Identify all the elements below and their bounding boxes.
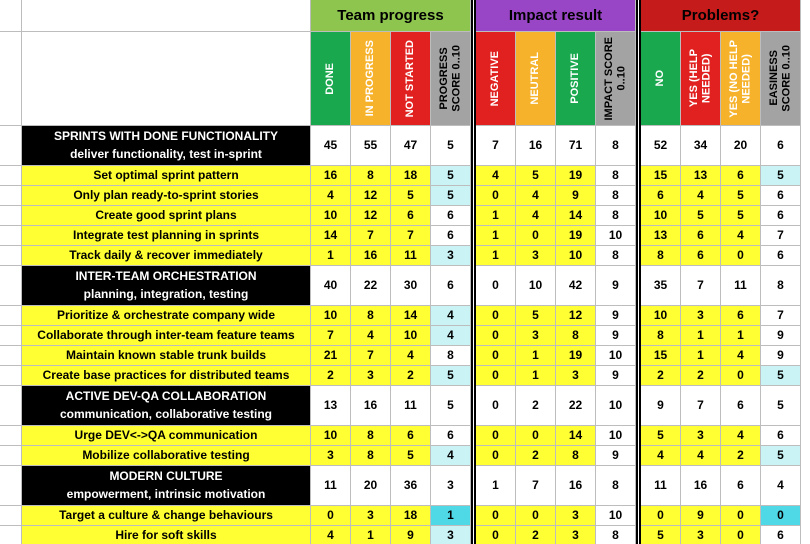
value-cell[interactable]: 3: [351, 366, 391, 386]
value-cell[interactable]: 5: [721, 186, 761, 206]
value-cell[interactable]: 3: [681, 426, 721, 446]
column-header-label: NEGATIVE: [489, 50, 502, 107]
value-cell[interactable]: 0: [476, 446, 516, 466]
value-cell[interactable]: 16: [556, 466, 596, 506]
value-cell[interactable]: 4: [721, 426, 761, 446]
label-header-blank[interactable]: [22, 0, 311, 32]
column-header-label: POSITIVE: [569, 53, 582, 104]
value-cell[interactable]: 9: [596, 366, 636, 386]
value-cell[interactable]: 9: [596, 266, 636, 306]
task-label[interactable]: Hire for soft skills: [22, 526, 311, 544]
value-cell[interactable]: 3: [556, 366, 596, 386]
value-cell[interactable]: 3: [681, 306, 721, 326]
value-cell[interactable]: 6: [431, 226, 471, 246]
value-cell[interactable]: 0: [476, 366, 516, 386]
value-cell[interactable]: 10: [556, 246, 596, 266]
value-cell[interactable]: 8: [596, 126, 636, 166]
section-title: SPRINTS WITH DONE FUNCTIONALITY: [54, 128, 278, 143]
value-cell[interactable]: 21: [311, 346, 351, 366]
value-cell[interactable]: 4: [681, 186, 721, 206]
value-cell[interactable]: 1: [476, 466, 516, 506]
value-cell[interactable]: 6: [761, 186, 801, 206]
value-cell[interactable]: 4: [311, 526, 351, 544]
value-cell[interactable]: 6: [681, 246, 721, 266]
value-cell[interactable]: 14: [556, 426, 596, 446]
value-cell[interactable]: 8: [556, 326, 596, 346]
row-header-blank[interactable]: [0, 32, 22, 126]
value-cell[interactable]: 10: [641, 306, 681, 326]
value-cell[interactable]: 9: [596, 446, 636, 466]
row-number-cell[interactable]: [0, 126, 22, 166]
value-cell[interactable]: 4: [351, 326, 391, 346]
row-number-cell[interactable]: [0, 506, 22, 526]
value-cell[interactable]: 19: [556, 226, 596, 246]
column-header-not-started[interactable]: [391, 32, 431, 126]
value-cell[interactable]: 0: [476, 186, 516, 206]
task-label[interactable]: Collaborate through inter-team feature teams: [22, 326, 311, 346]
value-cell[interactable]: 36: [391, 466, 431, 506]
value-cell[interactable]: 4: [721, 346, 761, 366]
value-cell[interactable]: 20: [721, 126, 761, 166]
value-cell[interactable]: 52: [641, 126, 681, 166]
row-number-cell[interactable]: [0, 366, 22, 386]
value-cell[interactable]: 11: [391, 386, 431, 426]
value-cell[interactable]: 0: [721, 246, 761, 266]
value-cell[interactable]: 0: [721, 526, 761, 544]
task-label[interactable]: Set optimal sprint pattern: [22, 166, 311, 186]
value-cell[interactable]: 5: [431, 126, 471, 166]
value-cell[interactable]: 5: [431, 166, 471, 186]
value-cell[interactable]: 1: [681, 326, 721, 346]
group-header-impact-result[interactable]: Impact result: [476, 0, 636, 32]
value-cell[interactable]: 30: [391, 266, 431, 306]
column-header-yes-no-help-needed[interactable]: [721, 32, 761, 126]
value-cell[interactable]: 7: [516, 466, 556, 506]
column-header-neutral[interactable]: [516, 32, 556, 126]
value-cell[interactable]: 3: [681, 526, 721, 544]
value-cell[interactable]: 35: [641, 266, 681, 306]
value-cell[interactable]: 11: [311, 466, 351, 506]
row-number-cell[interactable]: [0, 226, 22, 246]
value-cell[interactable]: 4: [476, 166, 516, 186]
value-cell[interactable]: 0: [476, 506, 516, 526]
value-cell[interactable]: 55: [351, 126, 391, 166]
value-cell[interactable]: 2: [311, 366, 351, 386]
value-cell[interactable]: 1: [516, 346, 556, 366]
value-cell[interactable]: 2: [721, 446, 761, 466]
column-header-label: EASINESS SCORE 0..10: [767, 45, 793, 112]
section-title: MODERN CULTURE: [109, 468, 223, 483]
value-cell[interactable]: 16: [351, 386, 391, 426]
value-cell[interactable]: 0: [476, 526, 516, 544]
value-cell[interactable]: 10: [311, 426, 351, 446]
value-cell[interactable]: 19: [556, 166, 596, 186]
value-cell[interactable]: 16: [311, 166, 351, 186]
value-cell[interactable]: 5: [641, 526, 681, 544]
row-number-cell[interactable]: [0, 326, 22, 346]
section-label[interactable]: [22, 386, 311, 426]
column-header-label: DONE: [324, 62, 337, 95]
value-cell[interactable]: 15: [641, 346, 681, 366]
value-cell[interactable]: 4: [431, 306, 471, 326]
value-cell[interactable]: 16: [351, 246, 391, 266]
value-cell[interactable]: 4: [641, 446, 681, 466]
value-cell[interactable]: 1: [431, 506, 471, 526]
value-cell[interactable]: 3: [431, 246, 471, 266]
value-cell[interactable]: 10: [391, 326, 431, 346]
column-header-label: NEUTRAL: [529, 52, 542, 105]
value-cell[interactable]: 10: [596, 346, 636, 366]
row-number-cell[interactable]: [0, 466, 22, 506]
value-cell[interactable]: 5: [516, 166, 556, 186]
value-cell[interactable]: 10: [596, 226, 636, 246]
task-label[interactable]: Track daily & recover immediately: [22, 246, 311, 266]
value-cell[interactable]: 16: [516, 126, 556, 166]
task-label[interactable]: Urge DEV<->QA communication: [22, 426, 311, 446]
column-header-label: IN PROGRESS: [364, 40, 377, 117]
value-cell[interactable]: 2: [391, 366, 431, 386]
value-cell[interactable]: 3: [516, 326, 556, 346]
value-cell[interactable]: 7: [476, 126, 516, 166]
value-cell[interactable]: 9: [681, 506, 721, 526]
value-cell[interactable]: 0: [311, 506, 351, 526]
section-title: INTER-TEAM ORCHESTRATION: [75, 268, 257, 283]
value-cell[interactable]: 1: [476, 206, 516, 226]
value-cell[interactable]: 8: [556, 446, 596, 466]
value-cell[interactable]: 0: [721, 506, 761, 526]
value-cell[interactable]: 7: [761, 226, 801, 246]
value-cell[interactable]: 7: [761, 306, 801, 326]
value-cell[interactable]: 5: [761, 386, 801, 426]
value-cell[interactable]: 22: [351, 266, 391, 306]
value-cell[interactable]: 6: [431, 426, 471, 446]
value-cell[interactable]: 14: [311, 226, 351, 246]
value-cell[interactable]: 3: [556, 506, 596, 526]
value-cell[interactable]: 18: [391, 166, 431, 186]
section-label[interactable]: [22, 126, 311, 166]
value-cell[interactable]: 47: [391, 126, 431, 166]
value-cell[interactable]: 16: [681, 466, 721, 506]
column-header-positive[interactable]: [556, 32, 596, 126]
value-cell[interactable]: 13: [641, 226, 681, 246]
value-cell[interactable]: 6: [721, 386, 761, 426]
value-cell[interactable]: 11: [641, 466, 681, 506]
value-cell[interactable]: 5: [761, 446, 801, 466]
value-cell[interactable]: 10: [311, 206, 351, 226]
group-header-problems-[interactable]: Problems?: [641, 0, 801, 32]
value-cell[interactable]: 7: [391, 226, 431, 246]
value-cell[interactable]: 13: [681, 166, 721, 186]
value-cell[interactable]: 22: [556, 386, 596, 426]
task-label[interactable]: Mobilize collaborative testing: [22, 446, 311, 466]
row-header-blank[interactable]: [0, 0, 22, 32]
value-cell[interactable]: 7: [351, 226, 391, 246]
row-number-cell[interactable]: [0, 446, 22, 466]
section-subtitle: empowerment, intrinsic motivation: [66, 486, 266, 501]
value-cell[interactable]: 4: [431, 326, 471, 346]
value-cell[interactable]: 6: [761, 426, 801, 446]
column-header-label: YES (HELP NEEDED): [687, 49, 713, 108]
value-cell[interactable]: 5: [391, 446, 431, 466]
task-label[interactable]: Create base practices for distributed teams: [22, 366, 311, 386]
section-label[interactable]: [22, 266, 311, 306]
value-cell[interactable]: 2: [681, 366, 721, 386]
value-cell[interactable]: 2: [516, 386, 556, 426]
value-cell[interactable]: 9: [641, 386, 681, 426]
value-cell[interactable]: 7: [351, 346, 391, 366]
value-cell[interactable]: 0: [761, 506, 801, 526]
value-cell[interactable]: 8: [596, 206, 636, 226]
value-cell[interactable]: 2: [516, 446, 556, 466]
value-cell[interactable]: 10: [596, 506, 636, 526]
task-label[interactable]: Only plan ready-to-sprint stories: [22, 186, 311, 206]
row-number-cell[interactable]: [0, 266, 22, 306]
task-label[interactable]: Prioritize & orchestrate company wide: [22, 306, 311, 326]
column-header-easiness-score-0-10[interactable]: [761, 32, 801, 126]
value-cell[interactable]: 0: [476, 266, 516, 306]
value-cell[interactable]: 7: [681, 266, 721, 306]
value-cell[interactable]: 7: [311, 326, 351, 346]
value-cell[interactable]: 11: [391, 246, 431, 266]
value-cell[interactable]: 10: [641, 206, 681, 226]
value-cell[interactable]: 5: [431, 366, 471, 386]
value-cell[interactable]: 34: [681, 126, 721, 166]
value-cell[interactable]: 9: [596, 306, 636, 326]
value-cell[interactable]: 10: [596, 386, 636, 426]
value-cell[interactable]: 0: [476, 386, 516, 426]
value-cell[interactable]: 12: [556, 306, 596, 326]
value-cell[interactable]: 5: [391, 186, 431, 206]
value-cell[interactable]: 8: [641, 246, 681, 266]
value-cell[interactable]: 6: [761, 526, 801, 544]
value-cell[interactable]: 6: [761, 206, 801, 226]
value-cell[interactable]: 0: [476, 306, 516, 326]
section-title: ACTIVE DEV-QA COLLABORATION: [65, 388, 267, 403]
row-number-cell[interactable]: [0, 186, 22, 206]
group-header-team-progress[interactable]: Team progress: [311, 0, 471, 32]
value-cell[interactable]: 8: [431, 346, 471, 366]
value-cell[interactable]: 8: [596, 466, 636, 506]
row-number-cell[interactable]: [0, 526, 22, 544]
value-cell[interactable]: 5: [431, 386, 471, 426]
value-cell[interactable]: 9: [556, 186, 596, 206]
column-header-done[interactable]: [311, 32, 351, 126]
value-cell[interactable]: 0: [641, 506, 681, 526]
value-cell[interactable]: 0: [516, 426, 556, 446]
row-number-cell[interactable]: [0, 386, 22, 426]
value-cell[interactable]: 19: [556, 346, 596, 366]
value-cell[interactable]: 6: [391, 206, 431, 226]
value-cell[interactable]: 8: [596, 166, 636, 186]
value-cell[interactable]: 9: [596, 326, 636, 346]
value-cell[interactable]: 5: [516, 306, 556, 326]
task-label[interactable]: Integrate test planning in sprints: [22, 226, 311, 246]
value-cell[interactable]: 5: [761, 366, 801, 386]
value-cell[interactable]: 11: [721, 266, 761, 306]
value-cell[interactable]: 0: [476, 426, 516, 446]
row-number-cell[interactable]: [0, 306, 22, 326]
value-cell[interactable]: 8: [351, 166, 391, 186]
value-cell[interactable]: 3: [351, 506, 391, 526]
value-cell[interactable]: 10: [311, 306, 351, 326]
value-cell[interactable]: 6: [431, 266, 471, 306]
task-label[interactable]: Maintain known stable trunk builds: [22, 346, 311, 366]
value-cell[interactable]: 7: [681, 386, 721, 426]
value-cell[interactable]: 6: [681, 226, 721, 246]
value-cell[interactable]: 3: [311, 446, 351, 466]
value-cell[interactable]: 20: [351, 466, 391, 506]
value-cell[interactable]: 9: [761, 326, 801, 346]
task-label[interactable]: Target a culture & change behaviours: [22, 506, 311, 526]
value-cell[interactable]: 13: [311, 386, 351, 426]
value-cell[interactable]: 4: [391, 346, 431, 366]
value-cell[interactable]: 10: [596, 426, 636, 446]
value-cell[interactable]: 12: [351, 186, 391, 206]
column-header-label: IMPACT SCORE 0..10: [602, 36, 628, 121]
value-cell[interactable]: 14: [391, 306, 431, 326]
value-cell[interactable]: 4: [431, 446, 471, 466]
value-cell[interactable]: 0: [721, 366, 761, 386]
column-header-in-progress[interactable]: [351, 32, 391, 126]
value-cell[interactable]: 1: [516, 366, 556, 386]
value-cell[interactable]: 1: [476, 226, 516, 246]
value-cell[interactable]: 40: [311, 266, 351, 306]
section-label[interactable]: [22, 466, 311, 506]
row-number-cell[interactable]: [0, 166, 22, 186]
value-cell[interactable]: 8: [596, 526, 636, 544]
value-cell[interactable]: 6: [721, 466, 761, 506]
row-number-cell[interactable]: [0, 206, 22, 226]
value-cell[interactable]: 2: [516, 526, 556, 544]
value-cell[interactable]: 3: [556, 526, 596, 544]
value-cell[interactable]: 9: [391, 526, 431, 544]
row-number-cell[interactable]: [0, 246, 22, 266]
value-cell[interactable]: 8: [351, 446, 391, 466]
value-cell[interactable]: 1: [681, 346, 721, 366]
value-cell[interactable]: 8: [641, 326, 681, 346]
value-cell[interactable]: 4: [721, 226, 761, 246]
value-cell[interactable]: 3: [431, 526, 471, 544]
value-cell[interactable]: 4: [516, 186, 556, 206]
value-cell[interactable]: 0: [516, 506, 556, 526]
value-cell[interactable]: 9: [761, 346, 801, 366]
value-cell[interactable]: 6: [721, 306, 761, 326]
value-cell[interactable]: 15: [641, 166, 681, 186]
value-cell[interactable]: 3: [516, 246, 556, 266]
value-cell[interactable]: 3: [431, 466, 471, 506]
value-cell[interactable]: 6: [761, 246, 801, 266]
value-cell[interactable]: 8: [761, 266, 801, 306]
column-header-negative[interactable]: [476, 32, 516, 126]
value-cell[interactable]: 4: [311, 186, 351, 206]
value-cell[interactable]: 8: [596, 186, 636, 206]
value-cell[interactable]: 14: [556, 206, 596, 226]
value-cell[interactable]: 45: [311, 126, 351, 166]
value-cell[interactable]: 0: [516, 226, 556, 246]
value-cell[interactable]: 2: [641, 366, 681, 386]
value-cell[interactable]: 1: [351, 526, 391, 544]
value-cell[interactable]: 5: [761, 166, 801, 186]
value-cell[interactable]: 0: [476, 326, 516, 346]
row-number-cell[interactable]: [0, 426, 22, 446]
value-cell[interactable]: 1: [476, 246, 516, 266]
value-cell[interactable]: 6: [431, 206, 471, 226]
value-cell[interactable]: 12: [351, 206, 391, 226]
value-cell[interactable]: 5: [681, 206, 721, 226]
value-cell[interactable]: 6: [641, 186, 681, 206]
section-subtitle: deliver functionality, test in-sprint: [70, 146, 262, 161]
column-header-label: NOT STARTED: [404, 39, 417, 118]
value-cell[interactable]: 4: [761, 466, 801, 506]
column-header-no[interactable]: [641, 32, 681, 126]
section-subtitle: planning, integration, testing: [83, 286, 249, 301]
value-cell[interactable]: 8: [351, 306, 391, 326]
column-header-impact-score-0-10[interactable]: [596, 32, 636, 126]
task-label[interactable]: Create good sprint plans: [22, 206, 311, 226]
value-cell[interactable]: 5: [721, 206, 761, 226]
value-cell[interactable]: 6: [391, 426, 431, 446]
value-cell[interactable]: 1: [721, 326, 761, 346]
column-header-label: PROGRESS SCORE 0..10: [437, 45, 463, 112]
value-cell[interactable]: 42: [556, 266, 596, 306]
row-number-cell[interactable]: [0, 346, 22, 366]
column-header-label: YES (NO HELP NEEDED): [727, 39, 753, 118]
value-cell[interactable]: 8: [351, 426, 391, 446]
value-cell[interactable]: 6: [721, 166, 761, 186]
value-cell[interactable]: 5: [431, 186, 471, 206]
column-header-yes-help-needed[interactable]: [681, 32, 721, 126]
value-cell[interactable]: 18: [391, 506, 431, 526]
value-cell[interactable]: 4: [516, 206, 556, 226]
column-header-progress-score-0-10[interactable]: [431, 32, 471, 126]
value-cell[interactable]: 71: [556, 126, 596, 166]
value-cell[interactable]: 0: [476, 346, 516, 366]
label-header-blank[interactable]: [22, 32, 311, 126]
value-cell[interactable]: 8: [596, 246, 636, 266]
column-header-label: NO: [654, 70, 667, 87]
section-subtitle: communication, collaborative testing: [59, 406, 273, 421]
value-cell[interactable]: 10: [516, 266, 556, 306]
value-cell[interactable]: 6: [761, 126, 801, 166]
value-cell[interactable]: 4: [681, 446, 721, 466]
value-cell[interactable]: 1: [311, 246, 351, 266]
value-cell[interactable]: 5: [641, 426, 681, 446]
